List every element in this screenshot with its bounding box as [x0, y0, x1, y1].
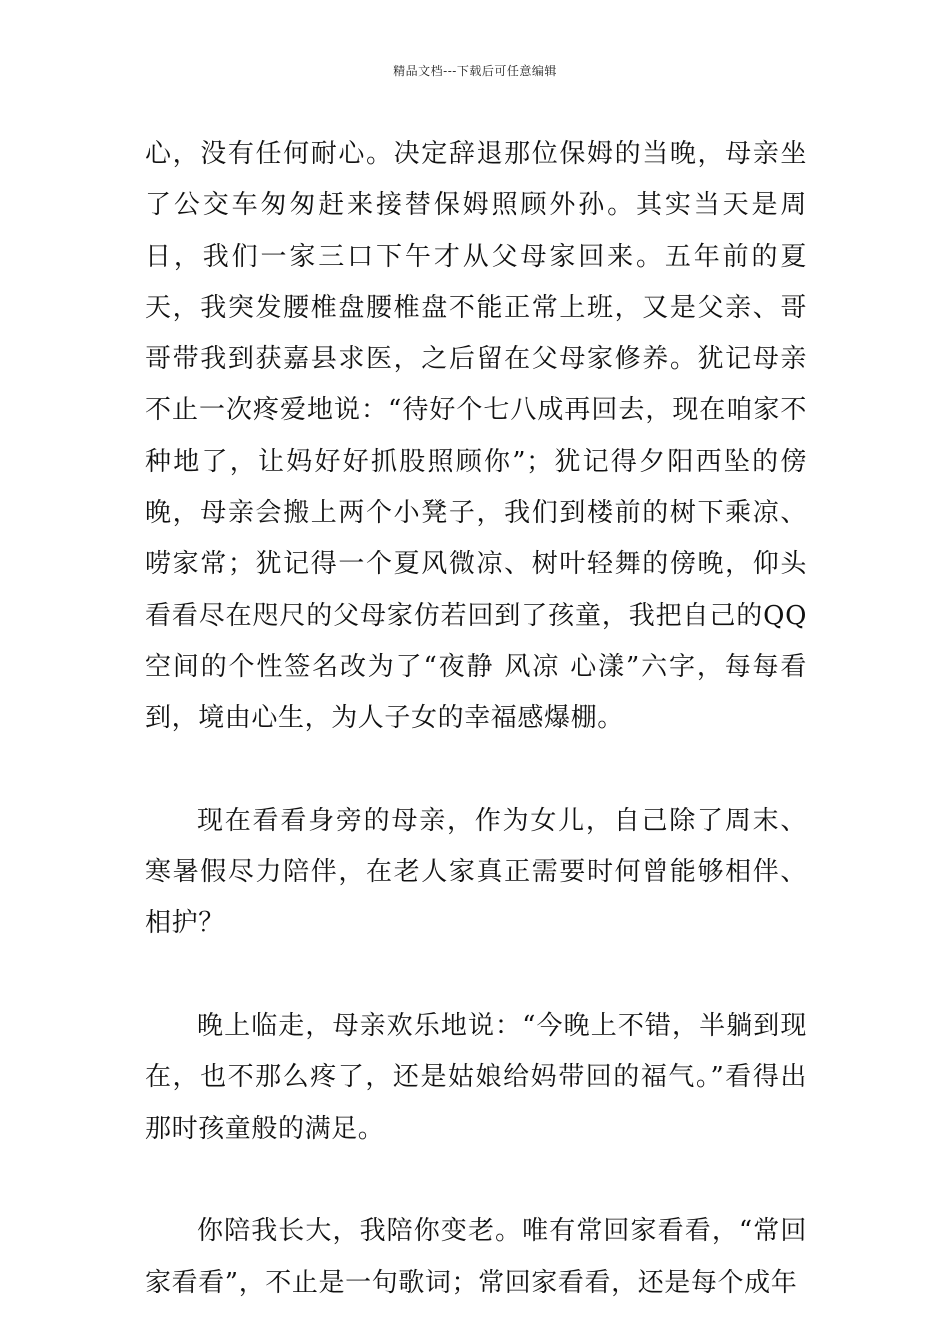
paragraph-spacer: [145, 1155, 807, 1206]
paragraph-spacer: [145, 745, 807, 796]
paragraph-truncated: 你陪我长大，我陪你变老。唯有常回家看看，“常回家看看”，不止是一句歌词；常回家看看，还是每个成年: [145, 1216, 807, 1298]
paragraph-continued: 心，没有任何耐心。决定辞退那位保姆的当晚，母亲坐了公交车匆匆赶来接替保姆照顾外孙。其实当天是周日，我们一家三口下午才从父母家回来。五年前的夏天，我突发腰椎盘腰椎盘不能正常上班，又是父亲、哥哥带我到获嘉县求医，之后留在父母家修养。犹记母亲不止一次疼爱地说：“待好个七八成再回去，现在咱家不种地了，让妈好好抓股照顾你”；犹记得夕阳西坠的傍晚，母亲会搬上两个小凳子，我们到楼前的树下乘凉、唠家常；犹记得一个夏风微凉、树叶轻舞的傍晚，仰头看看尽在咫尺的父母家仿若回到了孩童，我把自己的QQ空间的个性签名改为了“夜静 风凉 心漾”六字，每每看到，境由心生，为人子女的幸福感爆棚。: [145, 139, 807, 734]
article-body: [145, 129, 807, 1309]
paragraph: 现在看看身旁的母亲，作为女儿，自己除了周末、寒暑假尽力陪伴，在老人家真正需要时何曾能够相伴、相护？: [145, 805, 807, 939]
page-header: 精品文档---下载后可任意编辑: [393, 64, 557, 78]
paragraph-spacer: [145, 950, 807, 1001]
paragraph: 晚上临走，母亲欢乐地说：“今晚上不错，半躺到现在，也不那么疼了，还是姑娘给妈带回的福气。”看得出那时孩童般的满足。: [145, 1011, 807, 1144]
